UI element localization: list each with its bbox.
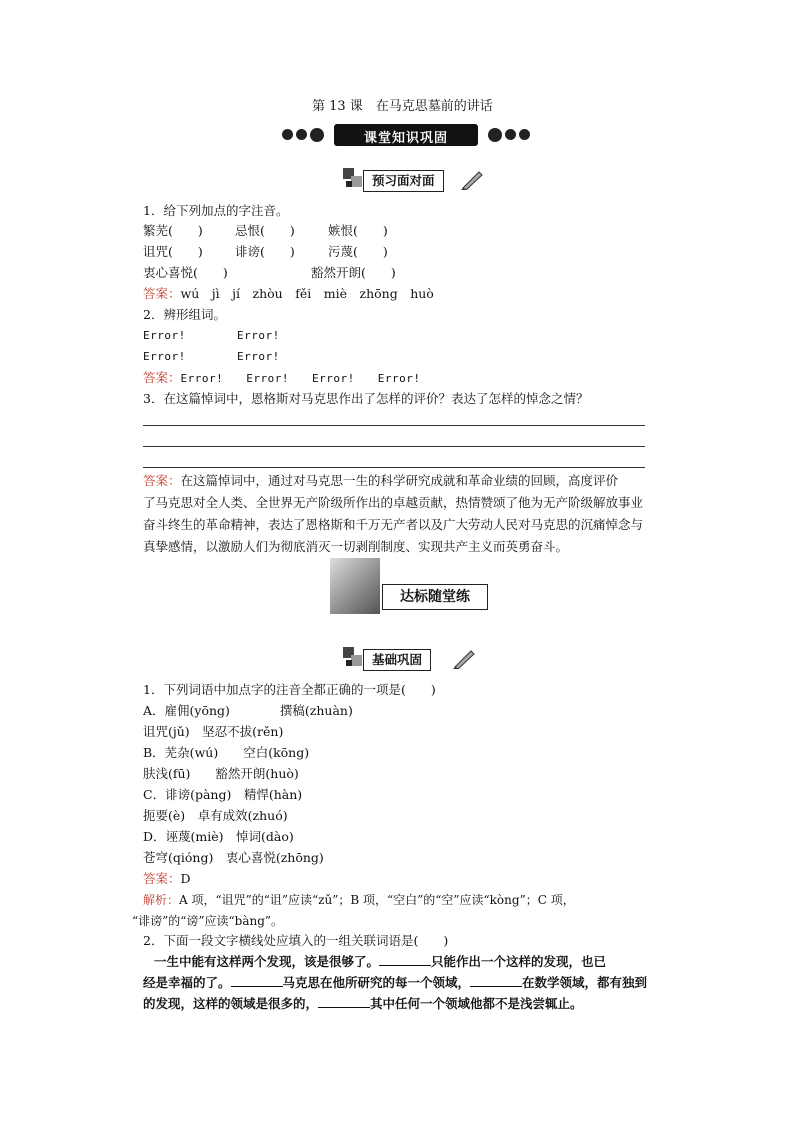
pinyin-item: 诅咒( ) bbox=[143, 244, 203, 259]
pinyin-item: 衷心喜悦( ) bbox=[143, 265, 228, 280]
answer-line bbox=[143, 870, 191, 888]
passage-text: 的发现，这样的领域是很多的， bbox=[143, 996, 319, 1011]
passage-text: 其中任何一个领域他都不是浅尝辄止。 bbox=[370, 996, 583, 1011]
passage-line bbox=[143, 974, 647, 992]
option-a: A．雇佣(yōng) 撰稿(zhuàn) bbox=[143, 703, 353, 718]
fill-blank[interactable] bbox=[318, 995, 370, 1008]
error-field: Error! bbox=[237, 350, 280, 363]
option-c: C．诽谤(pàng) 精悍(hàn) bbox=[143, 787, 303, 802]
question-stem: 2．下面一段文字横线处应填入的一组关联词语是( ) bbox=[143, 933, 449, 948]
analysis-line bbox=[143, 891, 575, 909]
answer-rule bbox=[143, 425, 645, 426]
answer-paragraph bbox=[120, 470, 690, 558]
question-stem: 2．辨形组词。 bbox=[143, 307, 226, 322]
banner-dot-icon bbox=[519, 129, 530, 140]
banner-label: 课堂知识巩固 bbox=[363, 131, 448, 146]
tag-square-icon bbox=[351, 655, 362, 666]
section-tag-basic bbox=[343, 647, 479, 671]
fill-blank[interactable] bbox=[379, 953, 431, 966]
answer-line bbox=[143, 369, 420, 388]
analysis-label: 解析： bbox=[143, 893, 180, 907]
analysis-text: A 项，“诅咒”的“诅”应读“zǔ”；B 项，“空白”的“空”应读“kòng”；C 项， bbox=[179, 893, 575, 907]
answer-text: 在这篇悼词中，通过对马克思一生的科学研究成就和革命业绩的回顾，高度评价 bbox=[180, 473, 619, 488]
passage-line bbox=[143, 995, 583, 1013]
pinyin-item: 繁芜( ) bbox=[143, 223, 203, 238]
passage-text: 一生中能有这样两个发现，该是很够了。 bbox=[154, 954, 380, 969]
practice-header bbox=[330, 558, 490, 614]
answer-line bbox=[143, 285, 434, 303]
option-d: D．诬蔑(miè) 悼词(dào) bbox=[143, 829, 294, 844]
answer-text: 真挚感情，以激励人们为彻底消灭一切剥削制度、实现共产主义而英勇奋斗。 bbox=[143, 539, 569, 554]
answer-rule bbox=[143, 446, 645, 447]
banner-bar bbox=[334, 124, 478, 146]
pen-icon bbox=[453, 649, 475, 669]
question-stem: 1．给下列加点的字注音。 bbox=[143, 203, 289, 218]
option-b-cont: 肤浅(fū) 豁然开朗(huò) bbox=[143, 766, 299, 781]
answer-text: 了马克思对全人类、全世界无产阶级所作出的卓越贡献，热情赞颂了他为无产阶级解放事业 bbox=[143, 495, 644, 510]
answer-label: 答案： bbox=[143, 286, 181, 301]
error-field: Error! bbox=[143, 350, 186, 363]
pinyin-item: 忌恨( ) bbox=[235, 223, 295, 238]
answer-label: 答案： bbox=[143, 473, 181, 488]
section-tag-label: 预习面对面 bbox=[363, 170, 444, 192]
section-tag-preview bbox=[343, 168, 489, 192]
passage-text: 经是幸福的了。 bbox=[143, 975, 231, 990]
banner-dot-icon bbox=[310, 128, 324, 142]
pinyin-item: 嫉恨( ) bbox=[328, 223, 388, 238]
answer-text: Error! Error! Error! Error! bbox=[180, 372, 421, 385]
practice-label: 达标随堂练 bbox=[382, 584, 488, 610]
passage-text: 马克思在他所研究的每一个领域， bbox=[282, 975, 471, 990]
pinyin-item: 豁然开朗( ) bbox=[311, 265, 396, 280]
banner-dot-icon bbox=[488, 128, 502, 142]
error-field: Error! bbox=[143, 329, 186, 342]
answer-label: 答案： bbox=[143, 370, 181, 385]
question-stem: 1．下列词语中加点字的注音全都正确的一项是( ) bbox=[143, 682, 436, 697]
pinyin-item: 诽谤( ) bbox=[235, 244, 295, 259]
answer-label: 答案： bbox=[143, 871, 181, 886]
decorative-art-icon bbox=[330, 558, 380, 614]
option-b: B．芜杂(wú) 空白(kōng) bbox=[143, 745, 310, 760]
passage-text: 在数学领域，都有独到 bbox=[522, 975, 648, 990]
banner-dot-icon bbox=[296, 129, 307, 140]
tag-square-icon bbox=[351, 176, 362, 187]
passage-text: 只能作出一个这样的发现，也已 bbox=[431, 954, 607, 969]
answer-rule bbox=[143, 467, 645, 468]
question-stem: 3．在这篇悼词中，恩格斯对马克思作出了怎样的评价？表达了怎样的悼念之情？ bbox=[143, 391, 589, 406]
answer-text: D bbox=[180, 871, 191, 886]
fill-blank[interactable] bbox=[231, 974, 283, 987]
analysis-line: “诽谤”的“谤”应读“bàng”。 bbox=[132, 914, 284, 928]
option-a-cont: 诅咒(jǔ) 坚忍不拔(rěn) bbox=[143, 724, 284, 739]
answer-text: wú jì jí zhòu fěi miè zhōng huò bbox=[180, 286, 434, 301]
passage-line bbox=[154, 953, 606, 971]
answer-text: 奋斗终生的革命精神，表达了恩格斯和千万无产者以及广大劳动人民对马克思的沉痛悼念与 bbox=[143, 517, 644, 532]
tag-square-icon bbox=[346, 181, 352, 187]
error-field: Error! bbox=[237, 329, 280, 342]
pen-icon bbox=[461, 170, 483, 190]
page-title: 第 13 课 在马克思墓前的讲话 bbox=[312, 99, 493, 114]
section-tag-label: 基础巩固 bbox=[363, 649, 431, 671]
fill-blank[interactable] bbox=[470, 974, 522, 987]
section-banner bbox=[282, 124, 530, 146]
option-c-cont: 扼要(è) 卓有成效(zhuó) bbox=[143, 808, 288, 823]
banner-dot-icon bbox=[505, 129, 516, 140]
pinyin-item: 污蔑( ) bbox=[328, 244, 388, 259]
option-d-cont: 苍穹(qióng) 衷心喜悦(zhōng) bbox=[143, 850, 324, 865]
banner-dot-icon bbox=[282, 129, 293, 140]
tag-square-icon bbox=[346, 660, 352, 666]
